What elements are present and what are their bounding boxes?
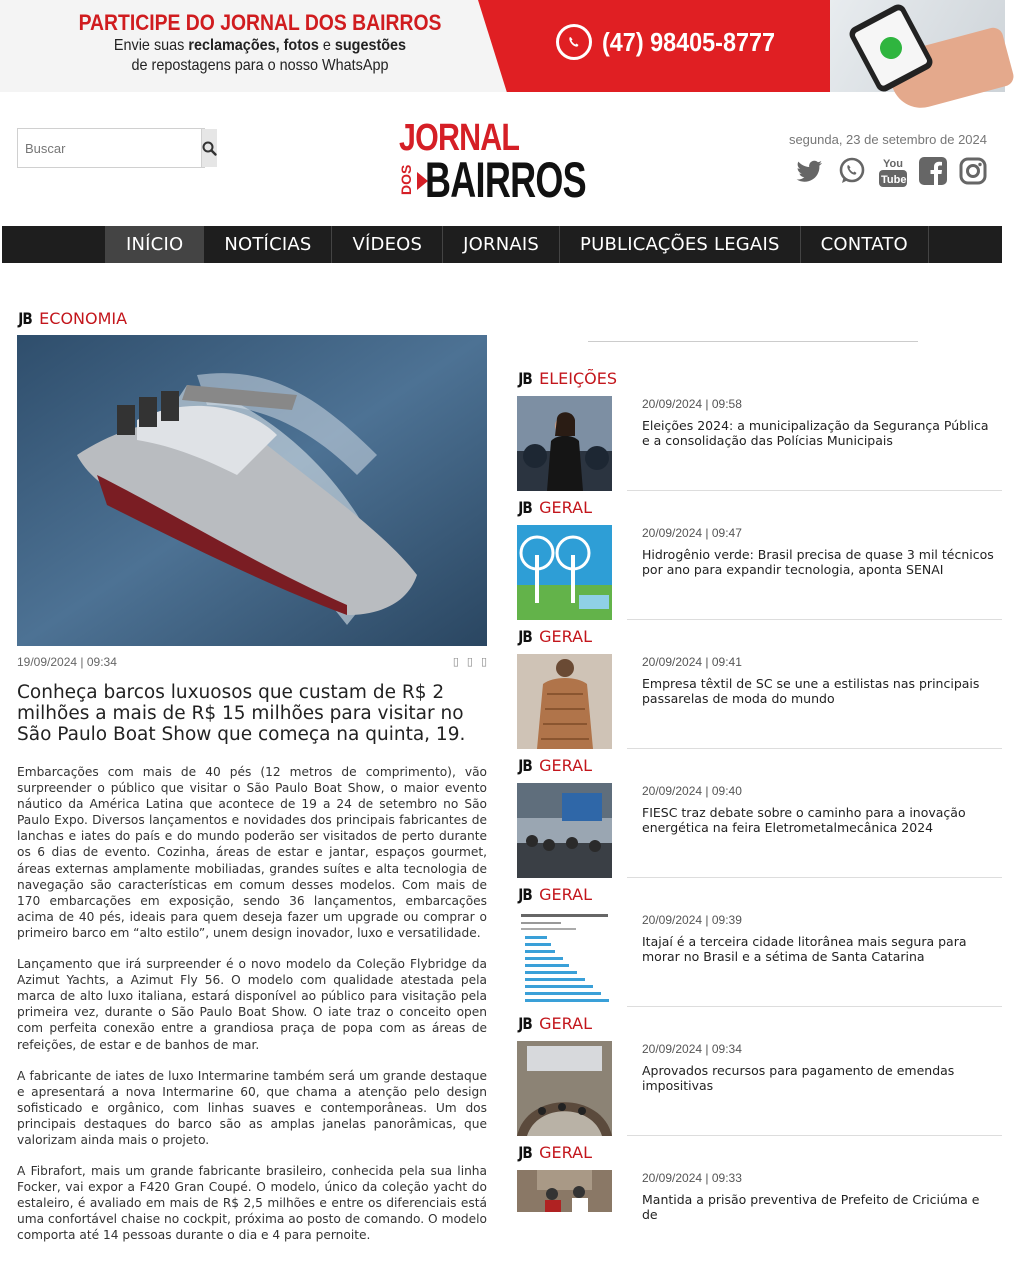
current-date: segunda, 23 de setembro de 2024 bbox=[788, 132, 987, 147]
search-box bbox=[17, 128, 205, 168]
item-divider bbox=[627, 1006, 1002, 1007]
article-date: 19/09/2024 | 09:34 bbox=[17, 655, 117, 669]
news-thumbnail[interactable] bbox=[517, 783, 612, 878]
share-icon[interactable]: ▯ bbox=[466, 656, 473, 668]
news-category-label: GERAL bbox=[539, 756, 592, 775]
banner-line-2: de repostagens para o nosso WhatsApp bbox=[131, 57, 389, 74]
news-thumbnail[interactable] bbox=[517, 396, 612, 491]
social-links bbox=[795, 156, 987, 188]
youtube-icon[interactable] bbox=[879, 156, 907, 188]
jb-mark: JB bbox=[518, 756, 532, 775]
search-button[interactable] bbox=[201, 129, 217, 167]
whatsapp-icon bbox=[556, 24, 592, 60]
sidebar-news-item[interactable] bbox=[517, 756, 1002, 885]
news-category-label: GERAL bbox=[539, 627, 592, 646]
news-category[interactable] bbox=[517, 498, 592, 517]
jb-mark: JB bbox=[518, 627, 532, 646]
nav-item-publicacoes-legais[interactable]: PUBLICAÇÕES LEGAIS bbox=[560, 226, 801, 263]
news-date: 20/09/2024 | 09:33 bbox=[642, 1171, 742, 1185]
instagram-icon[interactable] bbox=[959, 156, 987, 186]
article-hero-image[interactable] bbox=[17, 335, 487, 646]
news-thumbnail[interactable] bbox=[517, 912, 612, 1007]
whatsapp-icon[interactable] bbox=[837, 156, 867, 186]
search-icon bbox=[202, 141, 217, 156]
news-title[interactable]: Mantida a prisão preventiva de Prefeito de Criciúma e de bbox=[642, 1192, 980, 1222]
news-category[interactable] bbox=[517, 756, 592, 775]
share-icon[interactable]: ▯ bbox=[452, 656, 459, 668]
news-category-label: GERAL bbox=[539, 1014, 592, 1033]
article-category[interactable] bbox=[17, 309, 127, 328]
item-divider bbox=[627, 619, 1002, 620]
news-category[interactable] bbox=[517, 1014, 592, 1033]
share-icon[interactable]: ▯ bbox=[480, 656, 487, 668]
jb-mark: JB bbox=[18, 309, 32, 328]
nav-item-jornais[interactable]: JORNAIS bbox=[443, 226, 560, 263]
article-body bbox=[17, 764, 487, 1259]
logo-word-dos: DOS bbox=[398, 164, 414, 196]
article-paragraph: Lançamento que irá surpreender é o novo modelo da Coleção Flybridge da Azimut Yachts, a Azimut Fly 56. O modelo com qualidade atestada pela marca de alto luxo italiana, estará disponível ao público para visitação pela primeira vez, durante o São Paulo Boat Show. O iate traz o conceito open com perfeita conexão entre a grandiosa praça de popa com as áreas de refeições, de estar e de banhos de mar. bbox=[17, 957, 487, 1052]
news-thumbnail[interactable] bbox=[517, 525, 612, 620]
sidebar-news-item[interactable] bbox=[517, 627, 1002, 756]
logo-word-jornal: JORNAL bbox=[399, 117, 520, 159]
news-title[interactable]: FIESC traz debate sobre o caminho para a inovação energética na feira Eletrometalmecânica 2024 bbox=[642, 805, 966, 835]
youtube-you-text: You bbox=[883, 158, 903, 170]
whatsapp-banner[interactable] bbox=[0, 0, 1005, 92]
item-divider bbox=[627, 490, 1002, 491]
article-paragraph: Embarcações com mais de 40 pés (12 metros de comprimento), vão surpreender o público que visitar o São Paulo Boat Show, o maior evento náutico da América Latina que acontece de 19 a 24 de setembro no São Paulo Expo. Diversos lançamentos e novidades dos principais fabricantes de lanchas e iates do país e do mundo poderão ser visitados de perto durante os 6 dias de evento. Cozinha, áreas de estar e jantar, espaços gourmet, áreas externas amplamente mobiliadas, grandes suítes e alta tecnologia de navegação são características em comum desses modelos. Com mais de 170 embarcações em exposição, sendo 36 lançamentos, embarcações acima de 40 pés, ideais para quem deseja fazer um upgrade ou comprar o primeiro barco em “alto estilo”, unem design inovador, luxo e versatilidade. bbox=[17, 765, 487, 940]
news-title[interactable]: Empresa têxtil de SC se une a estilistas nas principais passarelas de moda do mundo bbox=[642, 676, 980, 706]
banner-title: PARTICIPE DO JORNAL DOS BAIRROS bbox=[78, 10, 442, 35]
news-date: 20/09/2024 | 09:41 bbox=[642, 655, 742, 669]
nav-item-inicio[interactable]: INÍCIO bbox=[105, 226, 204, 263]
nav-list bbox=[105, 226, 929, 263]
item-divider bbox=[627, 877, 1002, 878]
item-divider bbox=[627, 748, 1002, 749]
sidebar-news-list bbox=[517, 369, 1002, 1272]
article-paragraph: A Fibrafort, mais um grande fabricante brasileiro, conhecida pela sua linha Focker, vai expor a F420 Gran Coupé. O modelo, único da coleção yacht do estaleiro, é avaliado em mais de R$ 2,5 milhões e entre os diferenciais está uma confortável chaise no cockpit, próxima ao posto de comando. O modelo comporta até 14 pessoas durante o dia e 4 para pernoite. bbox=[17, 1164, 487, 1243]
banner-line-1: Envie suas reclamações, fotos e sugestões bbox=[113, 37, 407, 54]
article-paragraph: A fabricante de iates de luxo Intermarine também será um grande destaque e apresentará a nova Intermarine 60, que chama a atenção pelo design sofisticado e orgânico, com linhas suaves e contemporâneas. Um dos principais destaques do barco são as amplas janelas panorâmicas, que valorizam ainda mais o projeto. bbox=[17, 1068, 487, 1147]
news-category-label: GERAL bbox=[539, 498, 592, 517]
facebook-icon[interactable] bbox=[919, 156, 947, 186]
site-logo[interactable] bbox=[395, 117, 610, 208]
article-headline[interactable]: Conheça barcos luxuosos que custam de R$ 2 milhões a mais de R$ 15 milhões para visitar no São Paulo Boat Show que começa na quinta, 19. bbox=[17, 682, 466, 745]
banner-phone-group bbox=[556, 24, 794, 60]
nav-item-contato[interactable]: CONTATO bbox=[801, 226, 929, 263]
jb-mark: JB bbox=[518, 1014, 532, 1033]
sidebar-divider bbox=[588, 341, 918, 342]
news-title[interactable]: Hidrogênio verde: Brasil precisa de quase 3 mil técnicos por ano para expandir tecnologia, aponta SENAI bbox=[642, 547, 994, 577]
nav-item-noticias[interactable]: NOTÍCIAS bbox=[204, 226, 332, 263]
item-divider bbox=[627, 1135, 1002, 1136]
news-category[interactable] bbox=[517, 627, 592, 646]
nav-item-videos[interactable]: VÍDEOS bbox=[332, 226, 443, 263]
jb-mark: JB bbox=[518, 1143, 532, 1162]
news-title[interactable]: Aprovados recursos para pagamento de emendas impositivas bbox=[642, 1063, 955, 1093]
logo-word-bairros: BAIRROS bbox=[425, 152, 586, 208]
article-meta bbox=[17, 655, 487, 669]
news-category-label: GERAL bbox=[539, 1143, 592, 1162]
news-date: 20/09/2024 | 09:47 bbox=[642, 526, 742, 540]
news-thumbnail[interactable] bbox=[517, 654, 612, 749]
news-title[interactable]: Itajaí é a terceira cidade litorânea mais segura para morar no Brasil e a sétima de Santa Catarina bbox=[642, 934, 967, 964]
sidebar-news-item[interactable] bbox=[517, 1143, 1002, 1272]
news-date: 20/09/2024 | 09:39 bbox=[642, 913, 742, 927]
sidebar-news-item[interactable] bbox=[517, 369, 1002, 498]
news-category-label: ELEIÇÕES bbox=[539, 369, 618, 388]
news-category[interactable] bbox=[517, 885, 592, 904]
news-title[interactable]: Eleições 2024: a municipalização da Segurança Pública e a consolidação das Polícias Municipais bbox=[642, 418, 989, 448]
banner-phone-image bbox=[830, 0, 1005, 92]
jb-mark: JB bbox=[518, 885, 532, 904]
news-date: 20/09/2024 | 09:40 bbox=[642, 784, 742, 798]
banner-phone-number: (47) 98405-8777 bbox=[602, 26, 776, 57]
news-thumbnail[interactable] bbox=[517, 1041, 612, 1136]
news-date: 20/09/2024 | 09:34 bbox=[642, 1042, 742, 1056]
share-icons bbox=[453, 655, 487, 669]
banner-text-area bbox=[0, 0, 520, 92]
twitter-icon[interactable] bbox=[795, 156, 825, 186]
news-category-label: GERAL bbox=[539, 885, 592, 904]
news-category[interactable] bbox=[517, 369, 617, 388]
jb-mark: JB bbox=[518, 498, 532, 517]
news-category[interactable] bbox=[517, 1143, 592, 1162]
article-category-label: ECONOMIA bbox=[39, 309, 128, 328]
jb-mark: JB bbox=[518, 369, 532, 388]
main-nav bbox=[2, 226, 1002, 263]
youtube-tube-text: Tube bbox=[881, 174, 907, 186]
sidebar-news-item[interactable] bbox=[517, 885, 1002, 1014]
sidebar-news-item[interactable] bbox=[517, 498, 1002, 627]
search-input[interactable] bbox=[18, 129, 201, 167]
news-date: 20/09/2024 | 09:58 bbox=[642, 397, 742, 411]
news-thumbnail[interactable] bbox=[517, 1170, 612, 1212]
sidebar-news-item[interactable] bbox=[517, 1014, 1002, 1143]
